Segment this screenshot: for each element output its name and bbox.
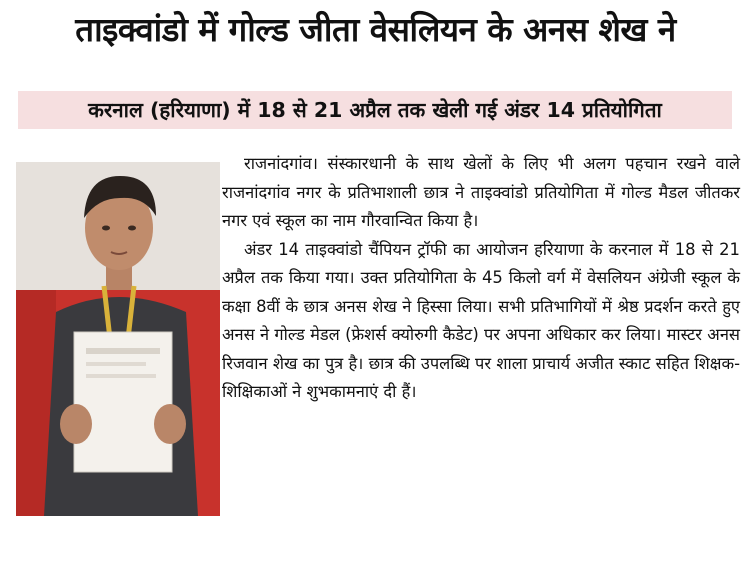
subheadline: करनाल (हरियाणा) में 18 से 21 अप्रैल तक खेली गई अंडर 14 प्रतियोगिता — [18, 91, 732, 129]
paragraph-details: अंडर 14 ताइक्वांडो चैंपियन ट्रॉफी का आयोजन हरियाणा के करनाल में 18 से 21 अप्रैल तक किया गया। उक्त प्रतियोगिता के 45 किलो वर्ग में वेसलियन अंग्रेजी स्कूल के कक्षा 8वीं के छात्र अनस शेख ने हिस्सा लिया। सभी प्रतिभागियों में श्रेष्ठ प्रदर्शन करते हुए अनस ने गोल्ड मेडल (फ्रेशर्स क्योरुगी कैडेट) पर अपना अधिकार कर लिया। मास्टर अनस रिजवान शेख का पुत्र है। छात्र की उपलब्धि पर शाला प्राचार्य अजीत स्काट सहित शिक्षक-शिक्षिकाओं ने शुभकामनाएं दी हैं। — [222, 239, 740, 401]
headline: ताइक्वांडो में गोल्ड जीता वेसलियन के अनस शेख ने — [75, 10, 676, 49]
paragraph-intro: राजनांदगांव। संस्कारधानी के साथ खेलों के लिए भी अलग पहचान रखने वाले राजनांदगांव नगर के प्रतिभाशाली छात्र ने ताइक्वांडो प्रतियोगिता में गोल्ड मैडल जीतकर नगर एवं स्कूल का नाम गौरवान्वित किया है। — [222, 154, 740, 230]
article-body — [14, 150, 740, 517]
photo-spacer — [14, 150, 222, 517]
